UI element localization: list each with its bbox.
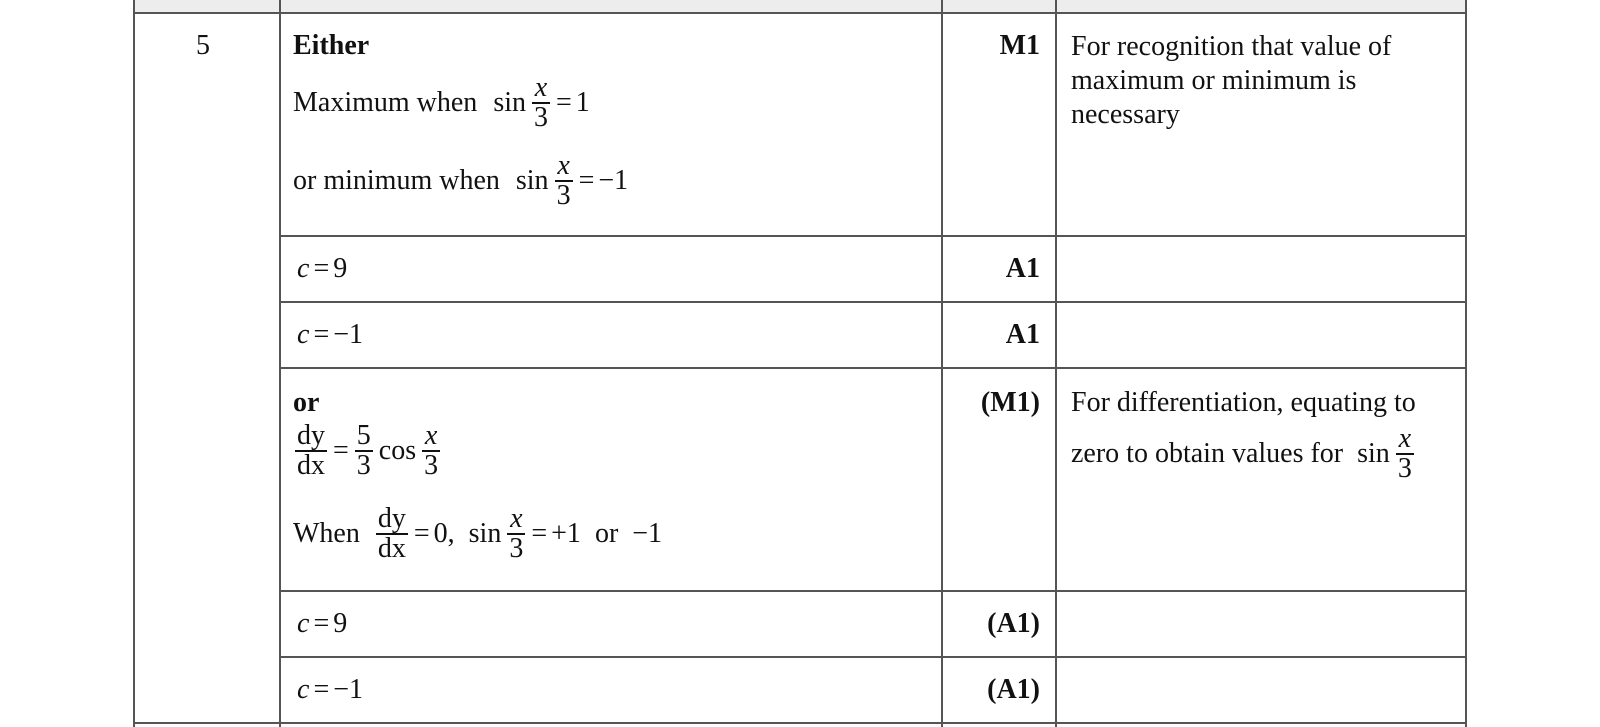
column-divider: [279, 0, 281, 727]
column-divider: [133, 0, 135, 727]
dy-dx-fraction: $\frac{dy}{dx}$: [377, 503, 406, 564]
column-divider: [1465, 0, 1467, 727]
mark-m1: M1: [999, 30, 1040, 61]
row-divider: [279, 367, 1467, 369]
mark-a1: A1: [1005, 319, 1040, 350]
guidance-or-line1: For differentiation, equating to: [1071, 387, 1416, 418]
mark-a1-alt: (A1): [987, 674, 1040, 705]
mark-m1-alt: (M1): [980, 387, 1040, 418]
derivative-equation: $\frac{dy}{dx}$ = $\frac{5}{3}$ cos $\frac{x}{3}$: [297, 420, 439, 481]
guidance-or-line2: zero to obtain values for sin $\frac{x}{3}$: [1071, 423, 1412, 484]
mark-a1-alt: (A1): [987, 608, 1040, 639]
row-divider: [279, 590, 1467, 592]
guidance-either: For recognition that value of maximum or minimum is necessary: [1071, 31, 1392, 130]
minimum-text: or minimum when: [293, 165, 500, 196]
answer-c-equals-9-alt: c = 9: [297, 608, 348, 639]
x-over-3-fraction: $\frac{x}{3}$: [424, 420, 439, 481]
question-number: 5: [196, 30, 210, 61]
column-divider: [1055, 0, 1057, 727]
x-over-3-fraction: $\frac{x}{3}$: [534, 72, 548, 133]
previous-row-band: [133, 0, 1467, 12]
x-over-3-fraction: $\frac{x}{3}$: [556, 150, 571, 211]
answer-c-equals-9: c = 9: [297, 253, 348, 284]
dy-dx-fraction: $\frac{dy}{dx}$: [297, 420, 325, 481]
five-thirds-fraction: $\frac{5}{3}$: [356, 420, 371, 481]
stationary-condition: When $\frac{dy}{dx}$ = 0, sin $\frac{x}{3}$ = +1 or −1: [293, 503, 663, 564]
or-label: or: [293, 387, 320, 418]
mark-a1: A1: [1005, 253, 1040, 284]
x-over-3-fraction: $\frac{x}{3}$: [509, 503, 524, 564]
answer-c-equals-minus-1: c = −1: [297, 319, 364, 350]
row-divider: [279, 301, 1467, 303]
x-over-3-fraction: $\frac{x}{3}$: [1397, 423, 1412, 484]
sin-text: sin: [493, 87, 526, 118]
row-divider: [133, 12, 1467, 14]
minimum-condition: or minimum when sin $\frac{x}{3}$ = −1: [293, 150, 629, 211]
row-divider: [279, 656, 1467, 658]
row-divider: [133, 722, 1467, 724]
maximum-condition: Maximum when sin $\frac{x}{3}$ = 1: [293, 72, 590, 133]
row-divider: [279, 235, 1467, 237]
answer-c-equals-minus-1-alt: c = −1: [297, 674, 364, 705]
either-label: Either: [293, 30, 370, 61]
sin-text: sin: [515, 165, 549, 196]
maximum-text: Maximum when: [293, 87, 478, 118]
